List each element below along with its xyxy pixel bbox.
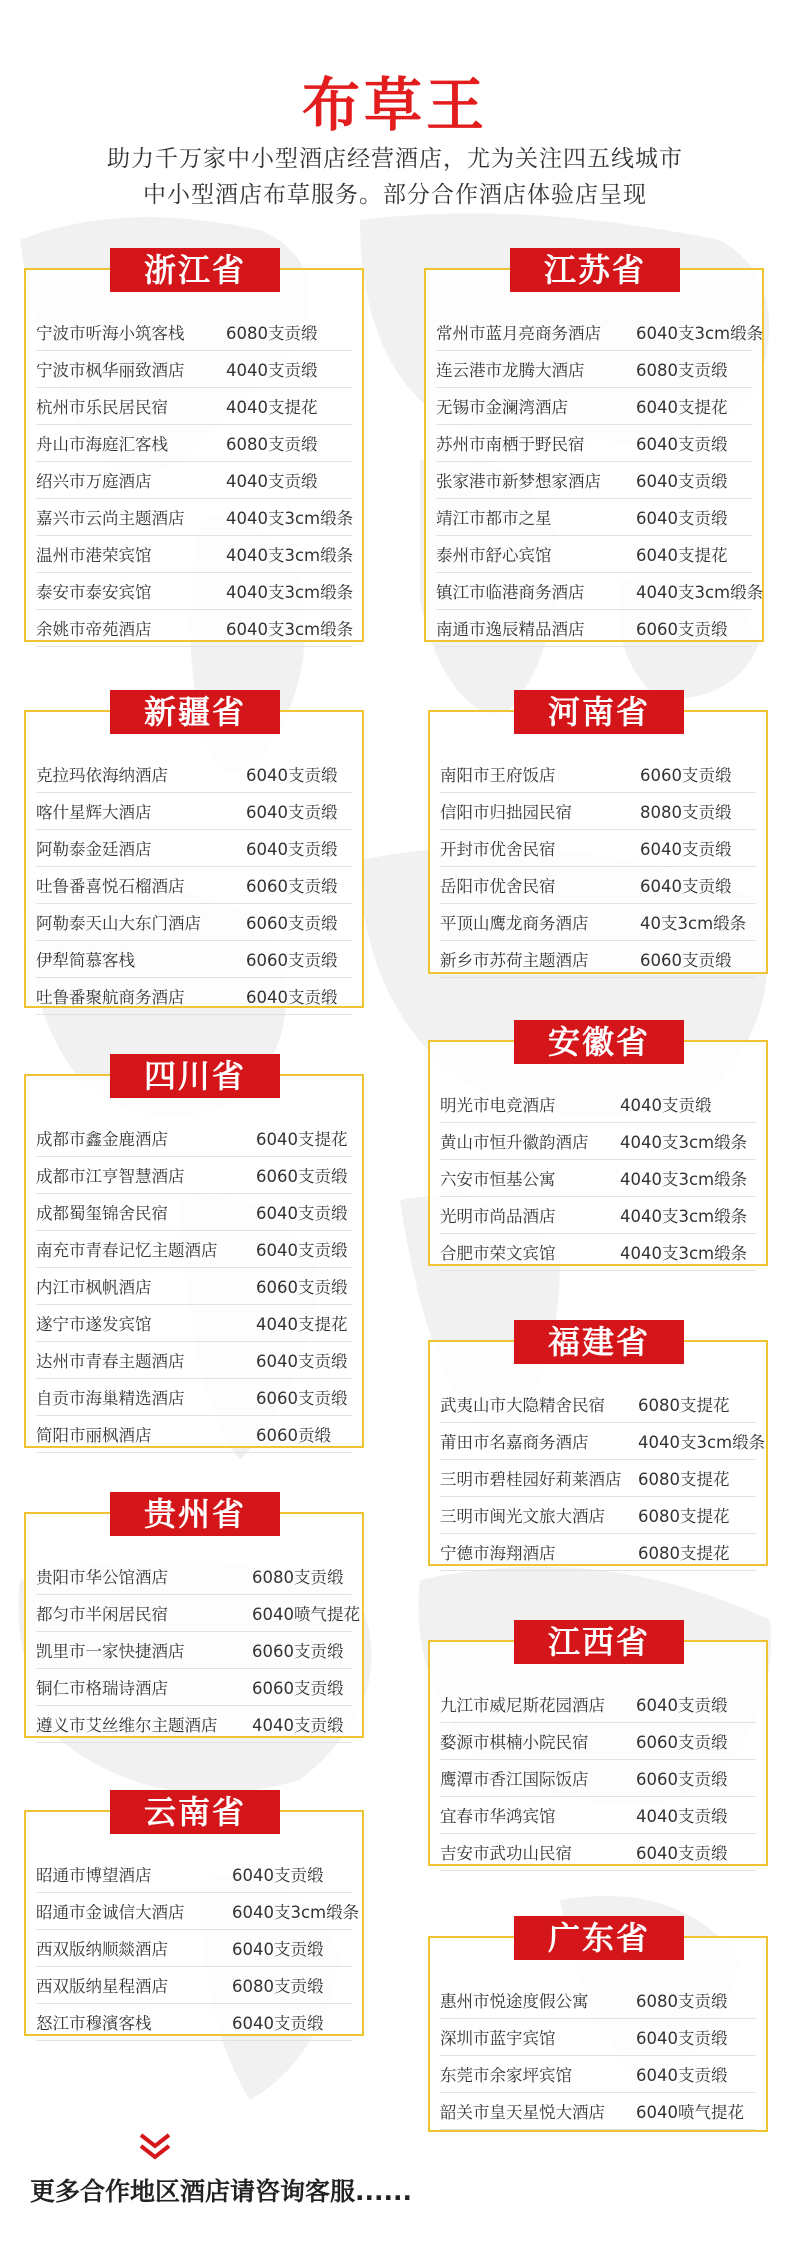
province-card-yunnan — [24, 1793, 364, 2036]
hotel-row — [36, 867, 352, 904]
province-card-guangdong — [428, 1919, 768, 2132]
hotel-row — [440, 1723, 756, 1760]
hotel-row — [36, 1856, 352, 1893]
hotel-name: 新乡市苏荷主题酒店 — [440, 951, 589, 970]
hotel-spec: 6080支提花 — [638, 1470, 730, 1489]
double-chevron-down-icon — [138, 2132, 172, 2162]
hotel-row — [36, 941, 352, 978]
hotel-spec: 6060贡缎 — [256, 1426, 331, 1445]
hotel-row — [436, 351, 752, 388]
hotel-spec: 4040支贡缎 — [636, 1807, 728, 1826]
hotel-row — [440, 1534, 756, 1571]
hotel-name: 合肥市荣文宾馆 — [440, 1244, 556, 1263]
hotel-spec: 6040支贡缎 — [246, 988, 338, 1007]
hotel-name: 婺源市棋楠小院民宿 — [440, 1733, 589, 1752]
hotel-spec: 6060支贡缎 — [252, 1679, 344, 1698]
hotel-spec: 6040支3cm缎条 — [232, 1903, 360, 1922]
hotel-spec: 6040支贡缎 — [636, 472, 728, 491]
hotel-name: 阿勒泰天山大东门酒店 — [36, 914, 201, 933]
hotel-row — [36, 830, 352, 867]
hotel-spec: 4040支贡缎 — [226, 361, 318, 380]
hotel-spec: 6040支贡缎 — [636, 2029, 728, 2048]
hotel-row — [36, 756, 352, 793]
hotel-row — [36, 573, 352, 610]
hotel-name: 靖江市都市之星 — [436, 509, 552, 528]
hotel-spec: 6040支3cm缎条 — [636, 324, 764, 343]
hotel-spec: 4040支贡缎 — [620, 1096, 712, 1115]
hotel-spec: 6040支贡缎 — [640, 877, 732, 896]
hotel-name: 昭通市博望酒店 — [36, 1866, 152, 1885]
province-title: 安徽省 — [514, 1020, 684, 1064]
hotel-row — [36, 1595, 360, 1632]
hotel-row — [440, 2056, 756, 2093]
hotel-spec: 4040支3cm缎条 — [636, 583, 764, 602]
hotel-name: 伊犁简慕客栈 — [36, 951, 135, 970]
province-title: 江西省 — [514, 1620, 684, 1664]
hotel-name: 深圳市蓝宇宾馆 — [440, 2029, 556, 2048]
hotel-name: 昭通市金诚信大酒店 — [36, 1903, 185, 1922]
hotel-name: 莆田市名嘉商务酒店 — [440, 1433, 589, 1452]
hotel-row — [436, 388, 752, 425]
hotel-row — [440, 1423, 766, 1460]
hotel-name: 泰安市泰安宾馆 — [36, 583, 152, 602]
province-card-zhejiang — [24, 251, 364, 642]
hotel-row — [440, 867, 756, 904]
hotel-spec: 6060支贡缎 — [256, 1389, 348, 1408]
hotel-name: 三明市闽光文旅大酒店 — [440, 1507, 605, 1526]
hotel-row — [436, 610, 752, 647]
hotel-spec: 6040支贡缎 — [640, 840, 732, 859]
hotel-row — [36, 1558, 352, 1595]
hotel-row — [36, 978, 352, 1015]
hotel-name: 铜仁市格瑞诗酒店 — [36, 1679, 168, 1698]
hotel-spec: 6060支贡缎 — [246, 877, 338, 896]
hotel-row — [440, 1834, 756, 1871]
hotel-name: 宜春市华鸿宾馆 — [440, 1807, 556, 1826]
hotel-name: 泰州市舒心宾馆 — [436, 546, 552, 565]
hotel-name: 舟山市海庭汇客栈 — [36, 435, 168, 454]
hotel-spec: 6040支提花 — [636, 546, 728, 565]
hotel-name: 韶关市皇天星悦大酒店 — [440, 2103, 605, 2122]
hotel-name: 喀什星辉大酒店 — [36, 803, 152, 822]
province-card-jiangsu — [424, 251, 764, 642]
hotel-spec: 6080支提花 — [638, 1396, 730, 1415]
hotel-name: 成都市江亨智慧酒店 — [36, 1167, 185, 1186]
hotel-name: 吐鲁番喜悦石榴酒店 — [36, 877, 185, 896]
hotel-row — [440, 1234, 756, 1271]
hotel-row — [36, 425, 352, 462]
hotel-name: 阿勒泰金廷酒店 — [36, 840, 152, 859]
hotel-row — [440, 1160, 756, 1197]
hotel-name: 三明市碧桂园好莉莱酒店 — [440, 1470, 622, 1489]
hotel-name: 光明市尚品酒店 — [440, 1207, 556, 1226]
hotel-name: 张家港市新梦想家酒店 — [436, 472, 601, 491]
province-title: 贵州省 — [110, 1492, 280, 1536]
hotel-row — [440, 2093, 756, 2130]
hotel-name: 明光市电竞酒店 — [440, 1096, 556, 1115]
hotel-name: 贵阳市华公馆酒店 — [36, 1568, 168, 1587]
hotel-spec: 4040支3cm缎条 — [620, 1170, 748, 1189]
hotel-row — [440, 1460, 756, 1497]
hotel-spec: 6060支贡缎 — [640, 951, 732, 970]
hotel-spec: 6080支贡缎 — [636, 361, 728, 380]
hotel-name: 凯里市一家快捷酒店 — [36, 1642, 185, 1661]
hotel-row — [36, 1669, 352, 1706]
hotel-name: 遵义市艾丝维尔主题酒店 — [36, 1716, 218, 1735]
hotel-name: 东莞市余家坪宾馆 — [440, 2066, 572, 2085]
hotel-name: 嘉兴市云尚主题酒店 — [36, 509, 185, 528]
hotel-row — [36, 1194, 352, 1231]
hotel-name: 宁波市听海小筑客栈 — [36, 324, 185, 343]
province-title: 福建省 — [514, 1320, 684, 1364]
hotel-name: 宁德市海翔酒店 — [440, 1544, 556, 1563]
hotel-name: 杭州市乐民居民宿 — [36, 398, 168, 417]
hotel-row — [436, 536, 752, 573]
hotel-spec: 6080支贡缎 — [226, 435, 318, 454]
hotel-spec: 4040支3cm缎条 — [620, 1244, 748, 1263]
hotel-name: 都匀市半闲居民宿 — [36, 1605, 168, 1624]
hotel-spec: 6060支贡缎 — [636, 620, 728, 639]
hotel-spec: 6040支贡缎 — [256, 1352, 348, 1371]
hotel-row — [36, 1231, 352, 1268]
hotel-spec: 4040支贡缎 — [226, 472, 318, 491]
hotel-spec: 6080支贡缎 — [232, 1977, 324, 1996]
hotel-row — [36, 1268, 352, 1305]
hotel-name: 平顶山鹰龙商务酒店 — [440, 914, 589, 933]
hotel-spec: 6040支贡缎 — [636, 435, 728, 454]
hotel-name: 苏州市南栖于野民宿 — [436, 435, 585, 454]
province-card-jiangxi — [428, 1623, 768, 1866]
hotel-name: 黄山市恒升徽韵酒店 — [440, 1133, 589, 1152]
hotel-name: 西双版纳星程酒店 — [36, 1977, 168, 1996]
subtitle-line-1: 助力千万家中小型酒店经营酒店，尤为关注四五线城市 — [107, 146, 683, 172]
hotel-spec: 6040支贡缎 — [256, 1204, 348, 1223]
hotel-spec: 4040支3cm缎条 — [226, 546, 354, 565]
hotel-row — [436, 314, 764, 351]
hotel-name: 自贡市海巢精选酒店 — [36, 1389, 185, 1408]
hotel-spec: 4040支3cm缎条 — [638, 1433, 766, 1452]
hotel-row — [440, 1386, 756, 1423]
hotel-name: 内江市枫帆酒店 — [36, 1278, 152, 1297]
hotel-row — [36, 388, 352, 425]
hotel-spec: 4040支提花 — [256, 1315, 348, 1334]
hotel-spec: 6040支贡缎 — [232, 1866, 324, 1885]
hotel-name: 开封市优舍民宿 — [440, 840, 556, 859]
hotel-name: 鹰潭市香江国际饭店 — [440, 1770, 589, 1789]
province-title: 江苏省 — [510, 248, 680, 292]
hotel-row — [440, 756, 756, 793]
hotel-name: 吐鲁番聚航商务酒店 — [36, 988, 185, 1007]
hotel-spec: 8080支贡缎 — [640, 803, 732, 822]
hotel-spec: 6040支提花 — [256, 1130, 348, 1149]
province-card-fujian — [428, 1323, 768, 1566]
province-title: 新疆省 — [110, 690, 280, 734]
hotel-name: 宁波市枫华丽致酒店 — [36, 361, 185, 380]
hotel-row — [36, 462, 352, 499]
hotel-spec: 6040支贡缎 — [256, 1241, 348, 1260]
hotel-name: 无锡市金澜湾酒店 — [436, 398, 568, 417]
hotel-name: 常州市蓝月亮商务酒店 — [436, 324, 601, 343]
hotel-spec: 4040支贡缎 — [252, 1716, 344, 1735]
hotel-name: 信阳市归拙园民宿 — [440, 803, 572, 822]
hotel-row — [440, 2019, 756, 2056]
province-title: 河南省 — [514, 690, 684, 734]
hotel-name: 怒江市穆濱客栈 — [36, 2014, 152, 2033]
hotel-spec: 4040支3cm缎条 — [620, 1207, 748, 1226]
province-title: 广东省 — [514, 1916, 684, 1960]
province-title: 云南省 — [110, 1790, 280, 1834]
hotel-spec: 6040支提花 — [636, 398, 728, 417]
hotel-row — [36, 904, 352, 941]
page-title: 布草王 — [301, 71, 488, 139]
hotel-name: 惠州市悦途度假公寓 — [440, 1992, 589, 2011]
hotel-row — [36, 2004, 352, 2041]
hotel-row — [36, 1379, 352, 1416]
hotel-row — [436, 573, 764, 610]
hotel-spec: 6040支贡缎 — [246, 840, 338, 859]
hotel-spec: 6040支贡缎 — [636, 509, 728, 528]
hotel-name: 克拉玛依海纳酒店 — [36, 766, 168, 785]
hotel-row — [440, 1123, 756, 1160]
hotel-row — [440, 1686, 756, 1723]
hotel-row — [436, 462, 752, 499]
hotel-spec: 6060支贡缎 — [252, 1642, 344, 1661]
hotel-spec: 6040喷气提花 — [252, 1605, 360, 1624]
hotel-spec: 6080支贡缎 — [226, 324, 318, 343]
hotel-row — [440, 941, 756, 978]
hotel-row — [436, 499, 752, 536]
hotel-row — [440, 793, 756, 830]
hotel-row — [440, 830, 756, 867]
hotel-row — [36, 610, 352, 647]
hotel-name: 吉安市武功山民宿 — [440, 1844, 572, 1863]
province-card-henan — [428, 693, 768, 974]
hotel-name: 九江市威尼斯花园酒店 — [440, 1696, 605, 1715]
hotel-name: 岳阳市优舍民宿 — [440, 877, 556, 896]
hotel-row — [36, 1416, 352, 1453]
hotel-name: 武夷山市大隐精舍民宿 — [440, 1396, 605, 1415]
province-title: 浙江省 — [110, 248, 280, 292]
hotel-row — [440, 1760, 756, 1797]
hotel-spec: 6080支提花 — [638, 1544, 730, 1563]
hotel-spec: 6060支贡缎 — [636, 1733, 728, 1752]
hotel-spec: 6040支贡缎 — [232, 2014, 324, 2033]
hotel-row — [440, 1497, 756, 1534]
hotel-spec: 6060支贡缎 — [256, 1278, 348, 1297]
hotel-name: 遂宁市遂发宾馆 — [36, 1315, 152, 1334]
hotel-name: 达州市青春主题酒店 — [36, 1352, 185, 1371]
hotel-row — [440, 1197, 756, 1234]
hotel-spec: 6060支贡缎 — [636, 1770, 728, 1789]
hotel-name: 绍兴市万庭酒店 — [36, 472, 152, 491]
hotel-row — [36, 1930, 352, 1967]
subtitle-line-2: 中小型酒店布草服务。部分合作酒店体验店呈现 — [143, 182, 647, 208]
hotel-row — [36, 1632, 352, 1669]
province-card-guizhou — [24, 1495, 364, 1738]
hotel-spec: 40支3cm缎条 — [640, 914, 747, 933]
hotel-spec: 4040支3cm缎条 — [226, 583, 354, 602]
hotel-name: 西双版纳顺燚酒店 — [36, 1940, 168, 1959]
province-card-xinjiang — [24, 693, 364, 1008]
hotel-spec: 6040支贡缎 — [246, 766, 338, 785]
hotel-row — [440, 1982, 756, 2019]
hotel-row — [36, 499, 352, 536]
province-title: 四川省 — [110, 1054, 280, 1098]
hotel-spec: 6040喷气提花 — [636, 2103, 744, 2122]
hotel-name: 成都市鑫金鹿酒店 — [36, 1130, 168, 1149]
hotel-spec: 6060支贡缎 — [256, 1167, 348, 1186]
hotel-row — [440, 1797, 756, 1834]
province-card-sichuan — [24, 1057, 364, 1448]
hotel-spec: 6060支贡缎 — [640, 766, 732, 785]
hotel-spec: 6080支贡缎 — [252, 1568, 344, 1587]
hotel-row — [36, 536, 352, 573]
hotel-row — [36, 351, 352, 388]
hotel-spec: 4040支3cm缎条 — [226, 509, 354, 528]
hotel-name: 六安市恒基公寓 — [440, 1170, 556, 1189]
hotel-spec: 6040支贡缎 — [636, 1844, 728, 1863]
hotel-row — [36, 1967, 352, 2004]
hotel-spec: 6060支贡缎 — [246, 951, 338, 970]
hotel-row — [440, 1086, 756, 1123]
hotel-name: 南阳市王府饭店 — [440, 766, 556, 785]
hotel-row — [36, 1157, 352, 1194]
hotel-row — [36, 1342, 352, 1379]
hotel-row — [36, 1305, 352, 1342]
hotel-spec: 6040支贡缎 — [636, 2066, 728, 2085]
hotel-name: 简阳市丽枫酒店 — [36, 1426, 152, 1445]
hotel-spec: 4040支提花 — [226, 398, 318, 417]
hotel-name: 余姚市帝苑酒店 — [36, 620, 152, 639]
hotel-row — [36, 1893, 360, 1930]
hotel-spec: 4040支3cm缎条 — [620, 1133, 748, 1152]
hotel-row — [36, 314, 352, 351]
hotel-name: 连云港市龙腾大酒店 — [436, 361, 585, 380]
province-card-anhui — [428, 1023, 768, 1266]
hotel-name: 温州市港荣宾馆 — [36, 546, 152, 565]
footer-contact-text: 更多合作地区酒店请咨询客服...... — [30, 2177, 412, 2206]
hotel-spec: 6060支贡缎 — [246, 914, 338, 933]
hotel-name: 南通市逸辰精品酒店 — [436, 620, 585, 639]
hotel-row — [436, 425, 752, 462]
hotel-spec: 6040支贡缎 — [232, 1940, 324, 1959]
hotel-name: 成都蜀玺锦舍民宿 — [36, 1204, 168, 1223]
hotel-spec: 6080支贡缎 — [636, 1992, 728, 2011]
hotel-spec: 6040支贡缎 — [246, 803, 338, 822]
hotel-name: 南充市青春记忆主题酒店 — [36, 1241, 218, 1260]
hotel-row — [36, 793, 352, 830]
hotel-name: 镇江市临港商务酒店 — [436, 583, 585, 602]
hotel-row — [440, 904, 756, 941]
hotel-spec: 6080支提花 — [638, 1507, 730, 1526]
hotel-spec: 6040支贡缎 — [636, 1696, 728, 1715]
hotel-spec: 6040支3cm缎条 — [226, 620, 354, 639]
hotel-row — [36, 1120, 352, 1157]
hotel-row — [36, 1706, 352, 1743]
